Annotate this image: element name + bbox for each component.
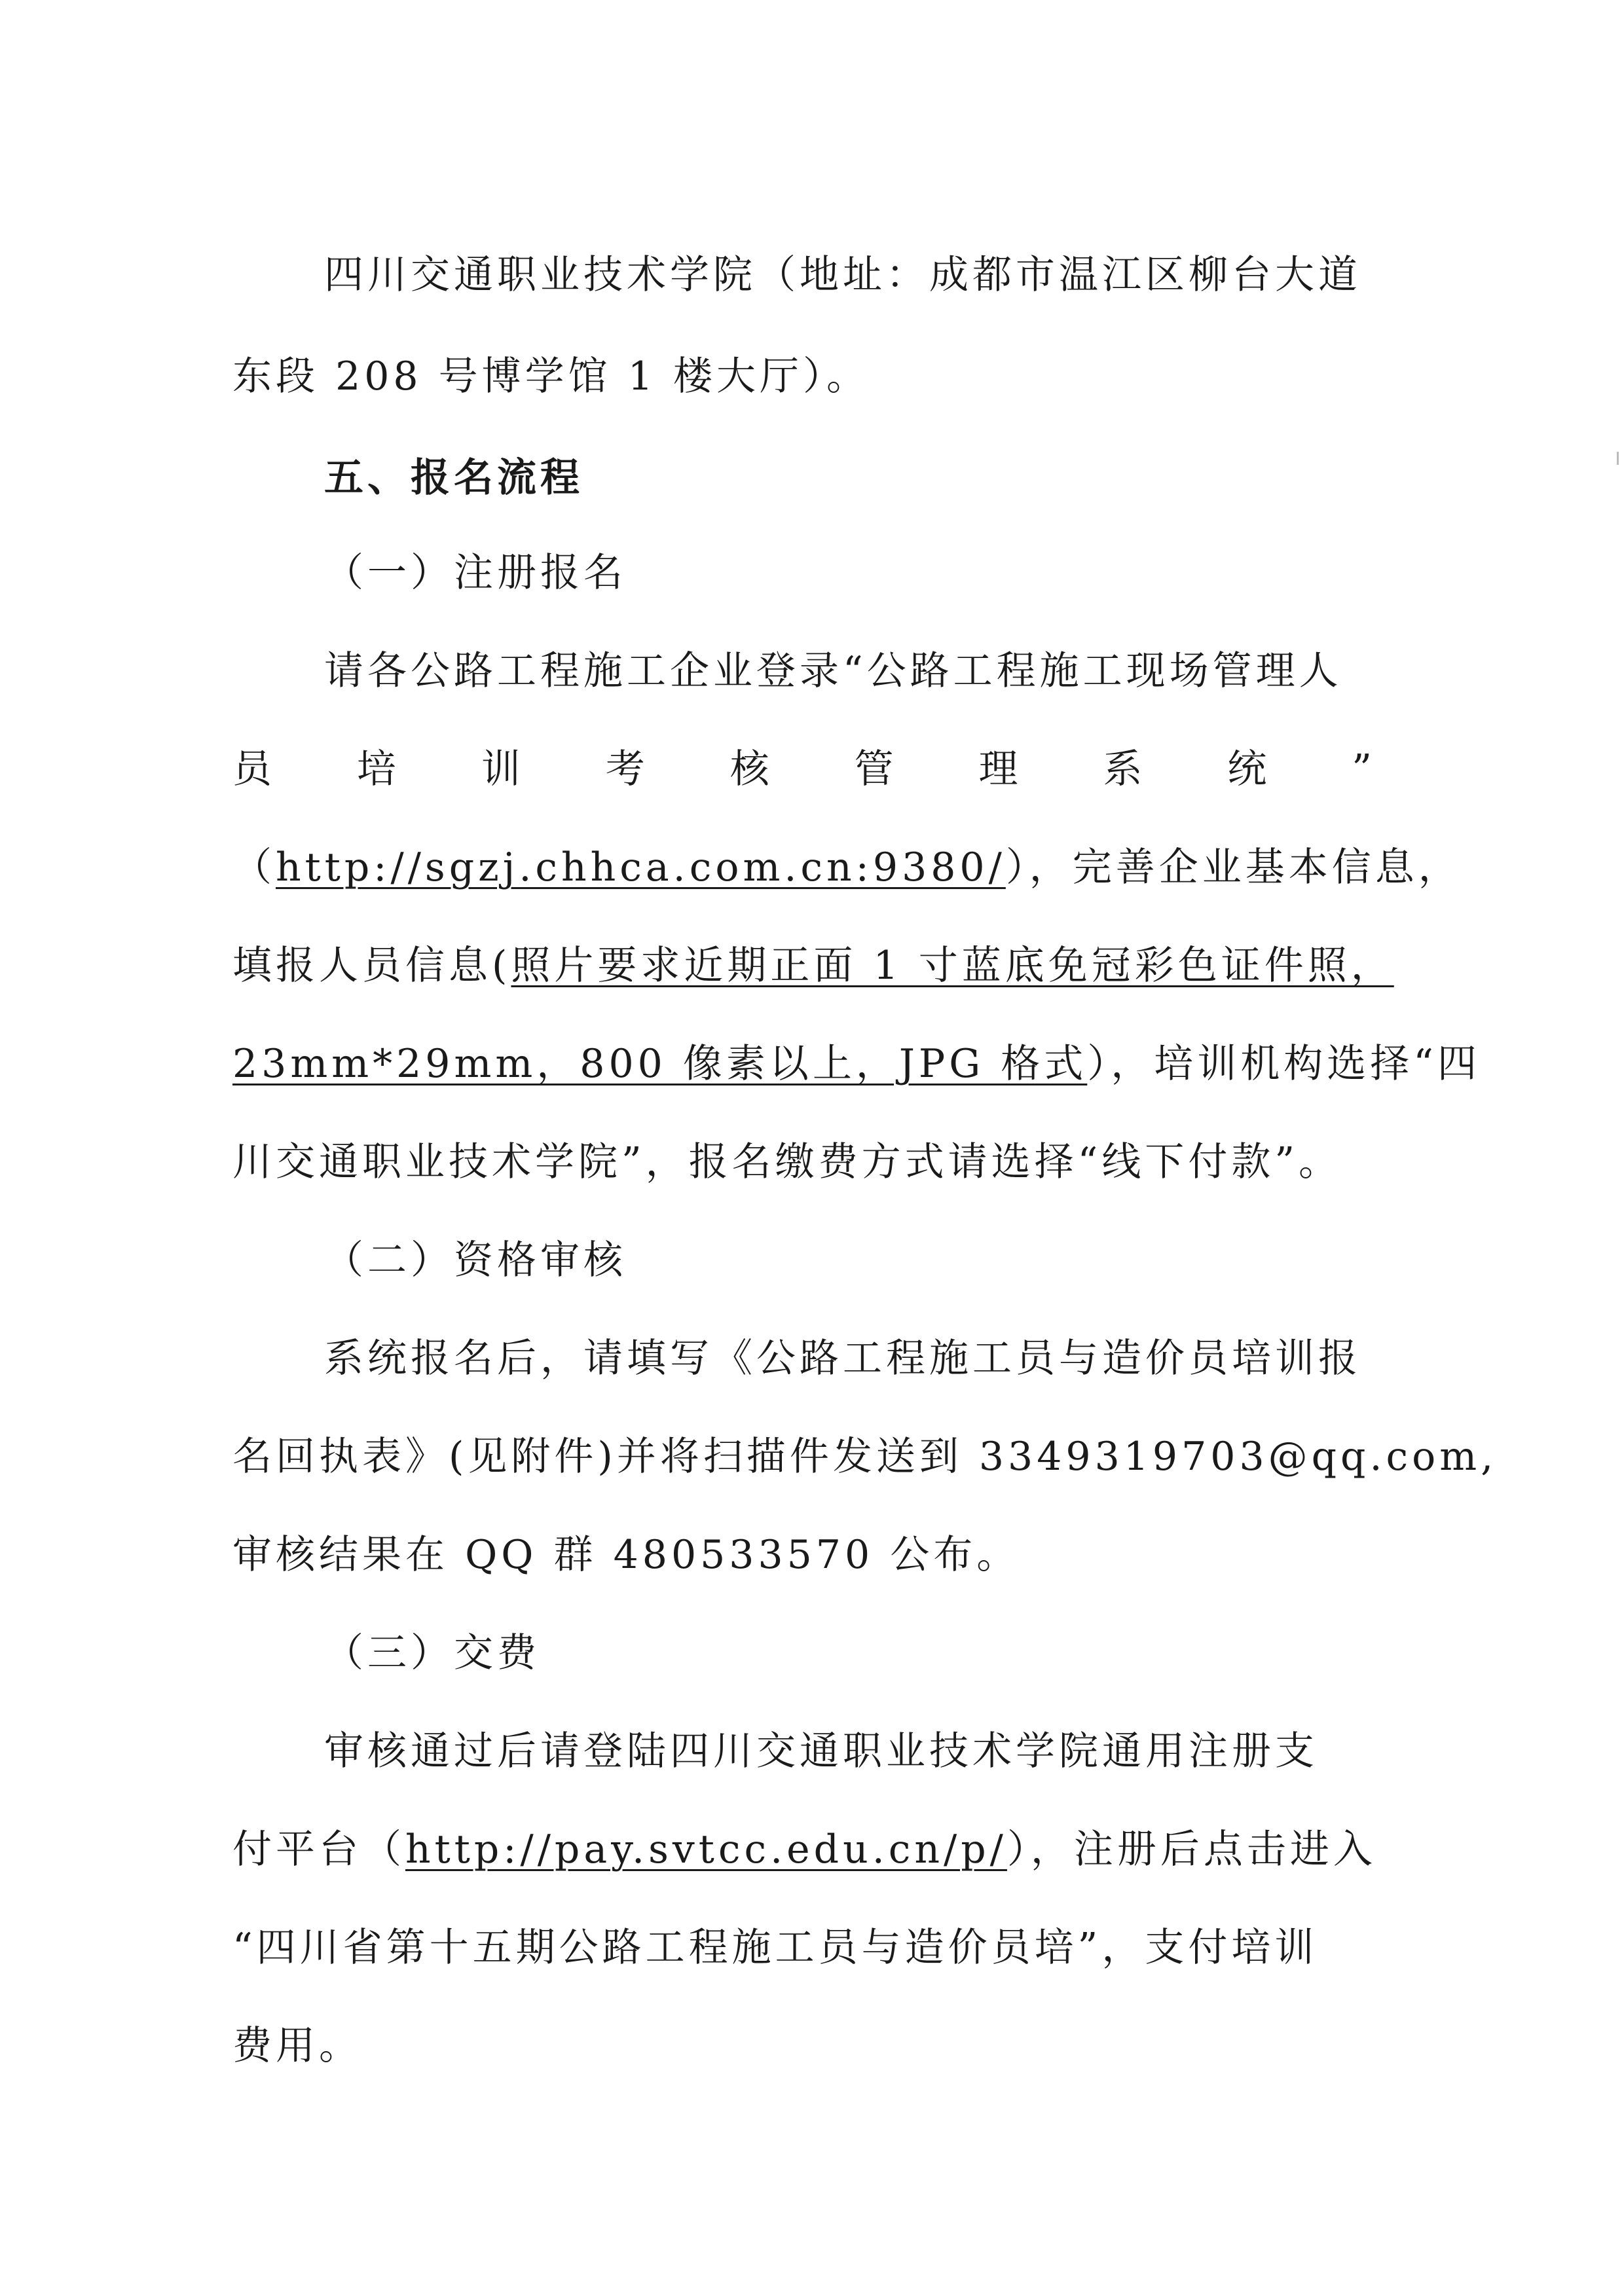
register-line3 [232,841,1462,894]
payment-platform-link[interactable]: http://pay.svtcc.edu.cn/p/ [405,1827,1007,1872]
section-heading-registration-process: 五、报名流程 [324,455,583,501]
register-line3-rest: ），完善企业基本信息， [1005,845,1462,890]
register-line1: 请各公路工程施工企业登录“公路工程施工现场管理人 [324,648,1342,694]
spread-char: 训 [481,746,521,792]
payment-line1: 审核通过后请登陆四川交通职业技术学院通用注册支 [324,1728,1318,1774]
register-line5-rest: ），培训机构选择“四 [1087,1041,1481,1087]
spread-char: 培 [356,746,396,792]
spread-char: 考 [605,746,645,792]
payment-line2-prefix: 付平台（ [232,1827,405,1872]
subheading-register: （一）注册报名 [324,550,627,596]
payment-line3: “四川省第十五期公路工程施工员与造价员培”，支付培训 [232,1925,1318,1971]
photo-spec-text: 23mm*29mm，800 像素以上，JPG 格式 [232,1041,1088,1087]
review-line3: 审核结果在 QQ 群 480533570 公布。 [232,1532,1020,1578]
para-address-line1: 四川交通职业技术学院（地址：成都市温江区柳台大道 [324,252,1361,298]
register-line5 [232,1038,1481,1090]
review-line1: 系统报名后，请填写《公路工程施工员与造价员培训报 [324,1336,1361,1381]
spread-char: 员 [232,746,272,792]
spread-char: 管 [854,746,894,792]
register-line2-spread [232,743,1372,795]
spread-char: 系 [1103,746,1143,792]
spread-char: ” [1352,746,1372,792]
register-line4 [232,939,1394,992]
para-address-line2: 东段 208 号博学馆 1 楼大厅）。 [232,354,870,399]
subheading-qualification-review: （二）资格审核 [324,1237,627,1283]
spread-char: 统 [1227,746,1267,792]
review-line2: 名回执表》(见附件)并将扫描件发送到 3349319703@qq.com, [232,1434,1498,1480]
subheading-payment: （三）交费 [324,1630,540,1676]
spread-char: 核 [729,746,769,792]
payment-line4: 费用。 [232,2023,362,2069]
payment-line2 [232,1823,1376,1876]
payment-line2-rest: ），注册后点击进入 [1006,1827,1376,1872]
scan-edge-mark [1617,452,1619,465]
spread-char: 理 [978,746,1018,792]
register-line6: 川交通职业技术学院”，报名缴费方式请选择“线下付款”。 [232,1139,1342,1185]
system-link[interactable]: http://sgzj.chhca.com.cn:9380/ [276,845,1006,890]
photo-requirement-text: 照片要求近期正面 1 寸蓝底免冠彩色证件照， [511,943,1394,989]
paren-open: （ [232,845,276,890]
register-line4-prefix: 填报人员信息( [232,943,511,989]
